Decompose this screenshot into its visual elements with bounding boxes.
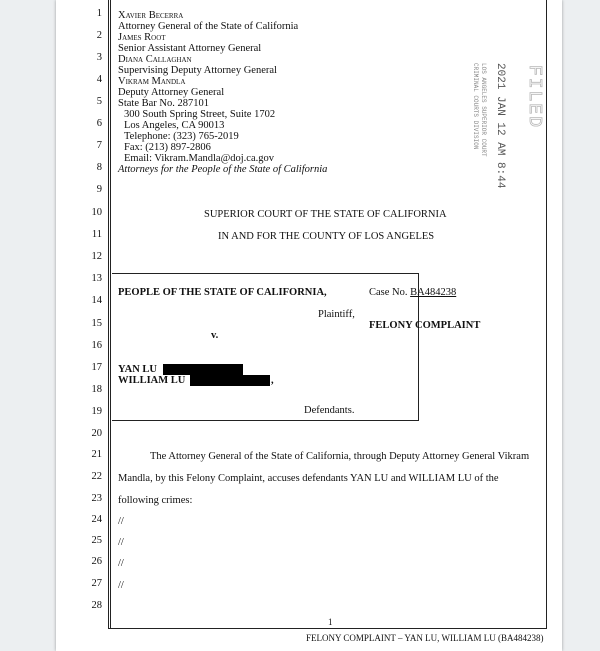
court-line1: SUPERIOR COURT OF THE STATE OF CALIFORNIA xyxy=(204,209,447,220)
line-number: 6 xyxy=(96,118,102,129)
case-number xyxy=(369,287,456,298)
line-number: 1 xyxy=(96,8,102,19)
stamp-filed-text: FILED xyxy=(524,65,544,130)
stamp-clerk-line1: LOS ANGELES SUPERIOR COURT xyxy=(480,63,487,157)
stamp-datetime: 2021 JAN 12 AM 8:44 xyxy=(494,63,506,189)
defendant-1: YAN LU xyxy=(118,364,157,375)
page-number: 1 xyxy=(328,617,333,627)
line-number: 14 xyxy=(91,295,102,306)
plaintiff-party: PEOPLE OF THE STATE OF CALIFORNIA, xyxy=(118,287,327,298)
defendants-label: Defendants. xyxy=(304,405,355,416)
line-number: 7 xyxy=(96,140,102,151)
left-margin-rule xyxy=(108,0,109,628)
line-number: 15 xyxy=(91,318,102,329)
slash-line-26: // xyxy=(118,558,124,569)
line-number: 4 xyxy=(96,74,102,85)
body-line1: The Attorney General of the State of California, through Deputy Attorney General Vikram xyxy=(150,451,530,462)
address-line1: 300 South Spring Street, Suite 1702 xyxy=(124,109,276,120)
case-number-label: Case No. xyxy=(369,287,408,298)
fax: Fax: (213) 897-2806 xyxy=(124,142,211,153)
line-number: 5 xyxy=(96,96,102,107)
line-number: 9 xyxy=(96,184,102,195)
versus: v. xyxy=(211,330,219,341)
line-number: 20 xyxy=(91,428,102,439)
address-line2: Los Angeles, CA 90013 xyxy=(124,120,225,131)
senior-name: James Root xyxy=(118,32,166,43)
document-title: FELONY COMPLAINT xyxy=(369,320,481,331)
line-number: 10 xyxy=(91,207,102,218)
line-number: 26 xyxy=(91,556,102,567)
attorneys-for: Attorneys for the People of the State of California xyxy=(118,164,328,175)
slash-line-25: // xyxy=(118,537,124,548)
filed-stamp xyxy=(448,60,544,190)
footer-caption: FELONY COMPLAINT – YAN LU, WILLIAM LU (BA484238) xyxy=(306,633,544,643)
attorney-general-title: Attorney General of the State of California xyxy=(118,21,299,32)
attorney-general-name: Xavier Becerra xyxy=(118,10,184,21)
redaction-bar xyxy=(163,364,243,375)
line-number: 22 xyxy=(91,471,102,482)
line-number: 12 xyxy=(91,251,102,262)
deputy-name: Vikram Mandla xyxy=(118,76,186,87)
body-line2: Mandla, by this Felony Complaint, accuses defendants YAN LU and WILLIAM LU of the xyxy=(118,473,499,484)
case-number-value: BA484238 xyxy=(410,287,457,298)
line-number: 19 xyxy=(91,406,102,417)
left-margin-rule-inner xyxy=(110,0,111,628)
line-number: 11 xyxy=(91,229,102,240)
defendant-2: WILLIAM LU xyxy=(118,375,186,386)
supervising-title: Supervising Deputy Attorney General xyxy=(118,65,277,76)
line-number: 13 xyxy=(91,273,102,284)
supervising-name: Diana Callaghan xyxy=(118,54,192,65)
telephone: Telephone: (323) 765-2019 xyxy=(124,131,239,142)
line-number: 3 xyxy=(96,52,102,63)
bar-number: State Bar No. 287101 xyxy=(118,98,209,109)
line-number: 2 xyxy=(96,30,102,41)
line-number: 17 xyxy=(91,362,102,373)
deputy-title: Deputy Attorney General xyxy=(118,87,225,98)
right-margin-rule xyxy=(546,0,547,628)
line-number: 21 xyxy=(91,449,102,460)
line-number: 23 xyxy=(91,493,102,504)
line-number: 25 xyxy=(91,535,102,546)
footer-rule xyxy=(108,628,547,629)
plaintiff-label: Plaintiff, xyxy=(318,309,355,320)
court-line2: IN AND FOR THE COUNTY OF LOS ANGELES xyxy=(218,231,435,242)
line-number: 8 xyxy=(96,162,102,173)
defendant-2-suffix: , xyxy=(271,375,274,386)
line-number: 24 xyxy=(91,514,102,525)
line-number: 18 xyxy=(91,384,102,395)
line-number: 27 xyxy=(91,578,102,589)
email: Email: Vikram.Mandla@doj.ca.gov xyxy=(124,153,274,164)
slash-line-24: // xyxy=(118,516,124,527)
senior-title: Senior Assistant Attorney General xyxy=(118,43,262,54)
redaction-bar xyxy=(190,375,270,386)
line-number: 16 xyxy=(91,340,102,351)
slash-line-27: // xyxy=(118,580,124,591)
body-line3: following crimes: xyxy=(118,495,193,506)
stamp-clerk-line2: CRIMINAL COURTS DIVISION xyxy=(472,63,479,150)
line-number: 28 xyxy=(91,600,102,611)
